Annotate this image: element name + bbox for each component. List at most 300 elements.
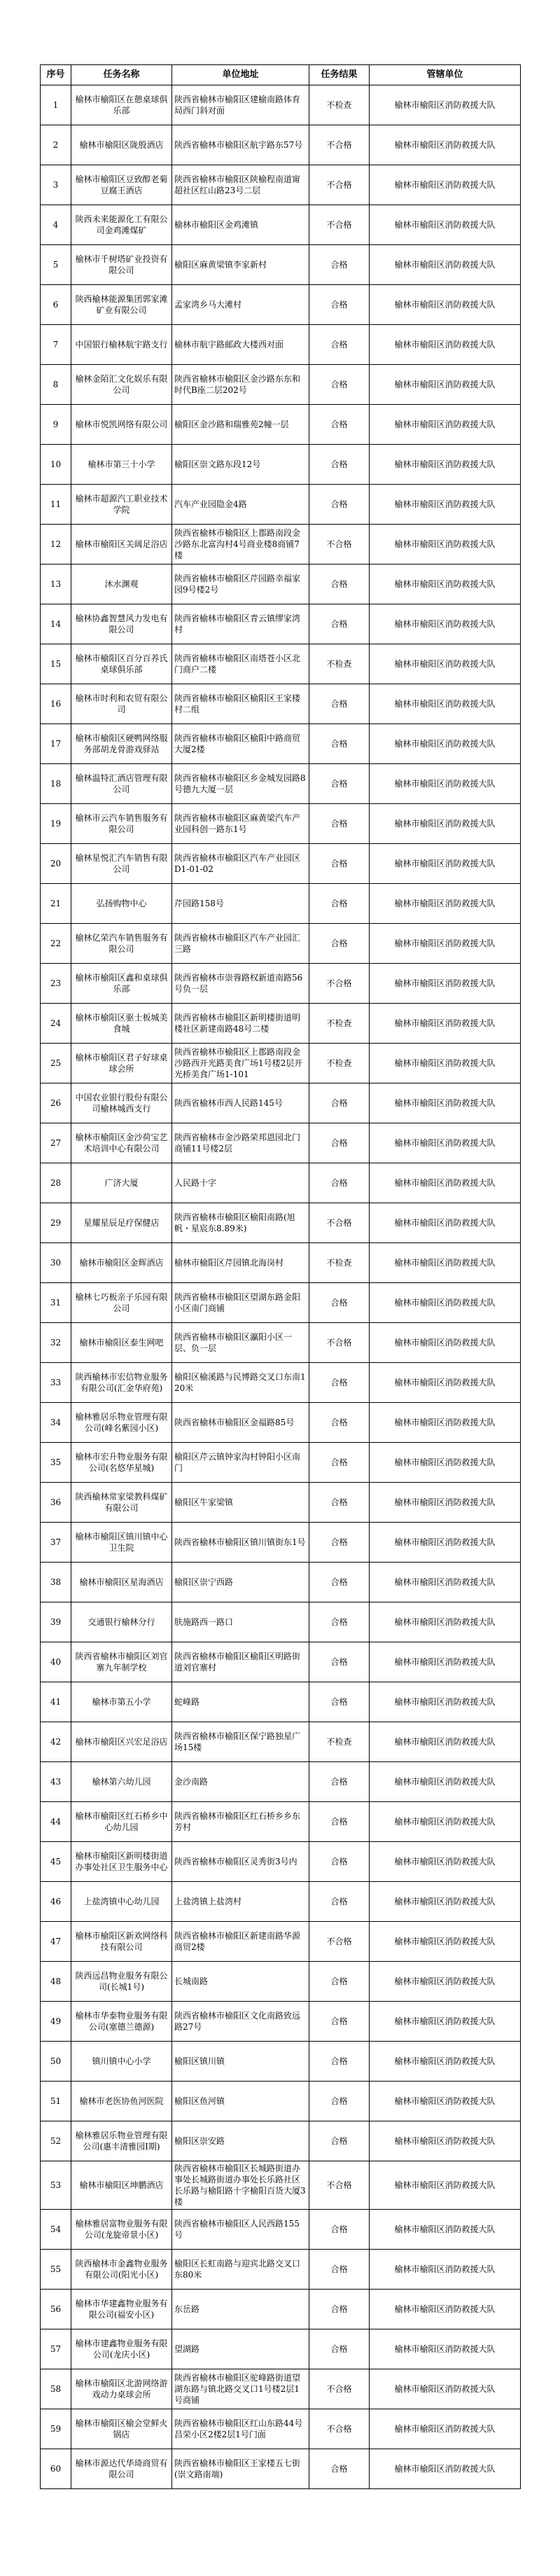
cell-address: 人民路十字 xyxy=(172,1163,309,1203)
cell-jurisdiction: 榆林市榆阳区消防救援大队 xyxy=(370,365,521,405)
cell-task-name: 弘扬购物中心 xyxy=(71,884,172,924)
cell-jurisdiction: 榆林市榆阳区消防救援大队 xyxy=(370,1722,521,1762)
table-row xyxy=(41,1802,521,1842)
cell-index: 9 xyxy=(41,405,71,445)
table-row xyxy=(41,1403,521,1443)
cell-result: 合格 xyxy=(309,1682,370,1722)
table-row xyxy=(41,1323,521,1363)
cell-index: 14 xyxy=(41,604,71,644)
cell-jurisdiction: 榆林市榆阳区消防救援大队 xyxy=(370,1044,521,1083)
cell-result: 合格 xyxy=(309,1523,370,1563)
cell-address: 陕西省榆林市榆阳区榆阳区王家楼村二组 xyxy=(172,684,309,724)
table-row xyxy=(41,724,521,764)
cell-index: 28 xyxy=(41,1163,71,1203)
cell-address: 陕西省榆林市西人民路145号 xyxy=(172,1083,309,1123)
table-row xyxy=(41,1243,521,1283)
cell-result: 不合格 xyxy=(309,1323,370,1363)
cell-index: 39 xyxy=(41,1602,71,1642)
header-address: 单位地址 xyxy=(172,65,309,85)
cell-result: 合格 xyxy=(309,1363,370,1403)
cell-jurisdiction: 榆林市榆阳区消防救援大队 xyxy=(370,1962,521,2002)
cell-jurisdiction: 榆林市榆阳区消防救援大队 xyxy=(370,2409,521,2449)
cell-address: 汽车产业园隐金4路 xyxy=(172,485,309,525)
table-row xyxy=(41,1483,521,1523)
cell-task-name: 榆林市榆阳区泰生网吧 xyxy=(71,1323,172,1363)
table-row xyxy=(41,2449,521,2489)
table-row xyxy=(41,1363,521,1403)
cell-index: 51 xyxy=(41,2082,71,2121)
cell-jurisdiction: 榆林市榆阳区消防救援大队 xyxy=(370,1842,521,1882)
cell-address: 榆阳区麻黄梁镇李家新村 xyxy=(172,245,309,285)
cell-result: 合格 xyxy=(309,285,370,325)
cell-index: 7 xyxy=(41,325,71,365)
cell-jurisdiction: 榆林市榆阳区消防救援大队 xyxy=(370,2329,521,2369)
cell-result: 合格 xyxy=(309,804,370,844)
table-row xyxy=(41,804,521,844)
cell-index: 40 xyxy=(41,1642,71,1682)
cell-jurisdiction: 榆林市榆阳区消防救援大队 xyxy=(370,2210,521,2250)
table-row xyxy=(41,165,521,205)
cell-index: 45 xyxy=(41,1842,71,1882)
table-row xyxy=(41,1044,521,1083)
cell-task-name: 陕西榆林市金鑫物业服务有限公司(阳光小区) xyxy=(71,2250,172,2290)
cell-address: 芹园路158号 xyxy=(172,884,309,924)
cell-index: 36 xyxy=(41,1483,71,1523)
table-row xyxy=(41,2250,521,2290)
cell-index: 38 xyxy=(41,1563,71,1602)
cell-task-name: 陕西未来能源化工有限公司金鸡滩煤矿 xyxy=(71,205,172,245)
table-row xyxy=(41,2082,521,2121)
cell-index: 41 xyxy=(41,1682,71,1722)
cell-result: 合格 xyxy=(309,485,370,525)
cell-index: 24 xyxy=(41,1004,71,1044)
cell-task-name: 陕西榆林市宏信物业服务有限公司(汇金华府苑) xyxy=(71,1363,172,1403)
cell-index: 26 xyxy=(41,1083,71,1123)
cell-address: 陕西省榆林市榆阳区镇川镇街东1号 xyxy=(172,1523,309,1563)
cell-address: 陕西省榆林市榆阳区保宁路独星广场15楼 xyxy=(172,1722,309,1762)
table-row xyxy=(41,485,521,525)
cell-index: 31 xyxy=(41,1283,71,1323)
document-page xyxy=(40,64,520,2489)
cell-result: 合格 xyxy=(309,1563,370,1602)
cell-task-name: 星耀星辰足疗保健店 xyxy=(71,1203,172,1243)
cell-task-name: 榆林星悦汇汽车销售有限公司 xyxy=(71,844,172,884)
cell-result: 合格 xyxy=(309,2210,370,2250)
cell-task-name: 榆林市悦凯网络有限公司 xyxy=(71,405,172,445)
cell-index: 3 xyxy=(41,165,71,205)
cell-jurisdiction: 榆林市榆阳区消防救援大队 xyxy=(370,2002,521,2042)
cell-task-name: 榆林市榆阳区镇川镇中心卫生院 xyxy=(71,1523,172,1563)
cell-address: 榆阳区镇川镇 xyxy=(172,2042,309,2082)
cell-index: 15 xyxy=(41,644,71,684)
table-row xyxy=(41,245,521,285)
cell-index: 16 xyxy=(41,684,71,724)
cell-address: 陕西省榆林市榆阳区望湖东路金阳小区南门商铺 xyxy=(172,1283,309,1323)
cell-jurisdiction: 榆林市榆阳区消防救援大队 xyxy=(370,1882,521,1922)
cell-jurisdiction: 榆林市榆阳区消防救援大队 xyxy=(370,964,521,1004)
cell-task-name: 榆林雅居乐物业管理有限公司(惠丰清雅园I期) xyxy=(71,2121,172,2161)
cell-jurisdiction: 榆林市榆阳区消防救援大队 xyxy=(370,2250,521,2290)
table-row xyxy=(41,1083,521,1123)
cell-task-name: 榆林市榆阳区红石桥乡中心幼儿园 xyxy=(71,1802,172,1842)
cell-address: 金沙南路 xyxy=(172,1762,309,1802)
table-row xyxy=(41,2369,521,2409)
table-row xyxy=(41,2409,521,2449)
cell-result: 合格 xyxy=(309,1882,370,1922)
cell-result: 合格 xyxy=(309,1602,370,1642)
cell-address: 榆林市榆阳区芹园镇北海岗村 xyxy=(172,1243,309,1283)
cell-result: 合格 xyxy=(309,684,370,724)
cell-task-name: 榆林市建鑫物业服务有限公司(龙庆小区) xyxy=(71,2329,172,2369)
cell-result: 合格 xyxy=(309,405,370,445)
cell-address: 陕西省榆林市榆阳区新建南路华源商贸2楼 xyxy=(172,1922,309,1962)
table-row xyxy=(41,125,521,165)
cell-index: 55 xyxy=(41,2250,71,2290)
cell-address: 陕西省榆林市榆阳区驼峰路街道望湖东路与镇北路交叉口1号楼2层1号商铺 xyxy=(172,2369,309,2409)
cell-result: 合格 xyxy=(309,604,370,644)
cell-task-name: 陕西榆林常家梁教科煤矿有限公司 xyxy=(71,1483,172,1523)
cell-jurisdiction: 榆林市榆阳区消防救援大队 xyxy=(370,1762,521,1802)
cell-address: 陕西省榆林市榆阳区红山东路44号昌荣小区2楼2层1号门面 xyxy=(172,2409,309,2449)
cell-index: 44 xyxy=(41,1802,71,1842)
header-jurisdiction: 管辖单位 xyxy=(370,65,521,85)
cell-jurisdiction: 榆林市榆阳区消防救援大队 xyxy=(370,565,521,604)
cell-index: 11 xyxy=(41,485,71,525)
cell-jurisdiction: 榆林市榆阳区消防救援大队 xyxy=(370,644,521,684)
cell-task-name: 中国银行榆林航宇路支行 xyxy=(71,325,172,365)
cell-result: 合格 xyxy=(309,2082,370,2121)
cell-address: 陕西省榆林市榆阳区汽车产业园汇三路 xyxy=(172,924,309,964)
cell-task-name: 榆林市华泰物业服务有限公司(塞德兰德源) xyxy=(71,2002,172,2042)
cell-result: 合格 xyxy=(309,1642,370,1682)
cell-index: 1 xyxy=(41,85,71,125)
table-row xyxy=(41,205,521,245)
cell-result: 合格 xyxy=(309,365,370,405)
cell-jurisdiction: 榆林市榆阳区消防救援大队 xyxy=(370,924,521,964)
cell-task-name: 榆林市榆阳区陇殷酒店 xyxy=(71,125,172,165)
cell-result: 合格 xyxy=(309,1802,370,1842)
cell-address: 榆阳区鱼河镇 xyxy=(172,2082,309,2121)
cell-task-name: 榆林金陌汇文化娱乐有限公司 xyxy=(71,365,172,405)
cell-task-name: 交通银行榆林分行 xyxy=(71,1602,172,1642)
cell-index: 32 xyxy=(41,1323,71,1363)
cell-index: 22 xyxy=(41,924,71,964)
header-index: 序号 xyxy=(41,65,71,85)
table-row xyxy=(41,2210,521,2250)
cell-result: 不检查 xyxy=(309,1243,370,1283)
cell-task-name: 榆林市榆阳区新欢网络科技有限公司 xyxy=(71,1922,172,1962)
cell-jurisdiction: 榆林市榆阳区消防救援大队 xyxy=(370,85,521,125)
table-row xyxy=(41,85,521,125)
cell-result: 合格 xyxy=(309,1762,370,1802)
cell-result: 合格 xyxy=(309,2250,370,2290)
cell-index: 60 xyxy=(41,2449,71,2489)
cell-task-name: 榆林市榆阳区坤鹏酒店 xyxy=(71,2161,172,2210)
cell-result: 合格 xyxy=(309,245,370,285)
cell-index: 12 xyxy=(41,525,71,565)
table-row xyxy=(41,1962,521,2002)
cell-address: 陕西省榆林市榆阳区上郡路南段金沙路东北富沟村4号商业楼8商铺7楼 xyxy=(172,525,309,565)
cell-address: 榆阳区金沙路和瑞雅苑2幢一层 xyxy=(172,405,309,445)
cell-task-name: 榆林市榆阳区关阔足浴店 xyxy=(71,525,172,565)
cell-task-name: 榆林市榆阳区金辉酒店 xyxy=(71,1243,172,1283)
cell-index: 43 xyxy=(41,1762,71,1802)
cell-task-name: 榆林市千树塔矿业投资有限公司 xyxy=(71,245,172,285)
cell-jurisdiction: 榆林市榆阳区消防救援大队 xyxy=(370,245,521,285)
cell-index: 10 xyxy=(41,445,71,485)
table-row xyxy=(41,1922,521,1962)
cell-jurisdiction: 榆林市榆阳区消防救援大队 xyxy=(370,285,521,325)
cell-jurisdiction: 榆林市榆阳区消防救援大队 xyxy=(370,2082,521,2121)
cell-jurisdiction: 榆林市榆阳区消防救援大队 xyxy=(370,1802,521,1842)
cell-jurisdiction: 榆林市榆阳区消防救援大队 xyxy=(370,1443,521,1483)
cell-address: 榆阳区崇安路 xyxy=(172,2121,309,2161)
table-row xyxy=(41,325,521,365)
table-row xyxy=(41,2290,521,2329)
cell-jurisdiction: 榆林市榆阳区消防救援大队 xyxy=(370,1403,521,1443)
cell-task-name: 榆林市榆阳区金沙荷宝艺术培训中心有限公司 xyxy=(71,1123,172,1163)
cell-task-name: 广济大厦 xyxy=(71,1163,172,1203)
cell-result: 不合格 xyxy=(309,2409,370,2449)
cell-jurisdiction: 榆林市榆阳区消防救援大队 xyxy=(370,205,521,245)
cell-index: 34 xyxy=(41,1403,71,1443)
cell-address: 陕西省榆林市榆阳区建榆南路体育局西门斜对面 xyxy=(172,85,309,125)
cell-result: 合格 xyxy=(309,1283,370,1323)
table-row xyxy=(41,1123,521,1163)
table-row xyxy=(41,2161,521,2210)
cell-address: 陕西省榆林市榆阳区王家楼五七街(崇文路南端) xyxy=(172,2449,309,2489)
table-row xyxy=(41,405,521,445)
cell-jurisdiction: 榆林市榆阳区消防救援大队 xyxy=(370,1203,521,1243)
cell-task-name: 榆林市榆阳区在憩桌球俱乐部 xyxy=(71,85,172,125)
cell-task-name: 榆林市第五小学 xyxy=(71,1682,172,1722)
cell-jurisdiction: 榆林市榆阳区消防救援大队 xyxy=(370,844,521,884)
cell-jurisdiction: 榆林市榆阳区消防救援大队 xyxy=(370,2161,521,2210)
cell-result: 不合格 xyxy=(309,125,370,165)
cell-index: 25 xyxy=(41,1044,71,1083)
table-row xyxy=(41,604,521,644)
cell-jurisdiction: 榆林市榆阳区消防救援大队 xyxy=(370,884,521,924)
cell-result: 不检查 xyxy=(309,1004,370,1044)
cell-jurisdiction: 榆林市榆阳区消防救援大队 xyxy=(370,1602,521,1642)
cell-result: 不合格 xyxy=(309,165,370,205)
table-row xyxy=(41,924,521,964)
cell-address: 陕西省榆林市榆阳区新明楼街道明楼社区新建南路48号二楼 xyxy=(172,1004,309,1044)
cell-index: 52 xyxy=(41,2121,71,2161)
cell-result: 合格 xyxy=(309,1483,370,1523)
cell-index: 49 xyxy=(41,2002,71,2042)
cell-task-name: 陕西省榆林市榆阳区刘官寨九年制学校 xyxy=(71,1642,172,1682)
cell-address: 陕西省榆林市榆阳区麻黄梁汽车产业园科创一路东1号 xyxy=(172,804,309,844)
cell-index: 33 xyxy=(41,1363,71,1403)
cell-index: 20 xyxy=(41,844,71,884)
cell-address: 陕西省榆林市榆阳区榆阳中路商贸大厦2楼 xyxy=(172,724,309,764)
cell-jurisdiction: 榆林市榆阳区消防救援大队 xyxy=(370,405,521,445)
header-result: 任务结果 xyxy=(309,65,370,85)
cell-jurisdiction: 榆林市榆阳区消防救援大队 xyxy=(370,125,521,165)
table-row xyxy=(41,2121,521,2161)
cell-index: 29 xyxy=(41,1203,71,1243)
cell-result: 不合格 xyxy=(309,964,370,1004)
cell-jurisdiction: 榆林市榆阳区消防救援大队 xyxy=(370,1922,521,1962)
cell-index: 56 xyxy=(41,2290,71,2329)
cell-address: 陕西省榆林市榆阳区上郡路南段金沙路西开光路美食广场1号楼2层开光桥美食广场1-101 xyxy=(172,1044,309,1083)
cell-result: 合格 xyxy=(309,2329,370,2369)
cell-jurisdiction: 榆林市榆阳区消防救援大队 xyxy=(370,485,521,525)
table-row xyxy=(41,565,521,604)
cell-jurisdiction: 榆林市榆阳区消防救援大队 xyxy=(370,1363,521,1403)
cell-task-name: 榆林市榆阳区榆会堂鲜火锅店 xyxy=(71,2409,172,2449)
cell-jurisdiction: 榆林市榆阳区消防救援大队 xyxy=(370,1163,521,1203)
cell-task-name: 榆林市榆阳区君子好球桌球会所 xyxy=(71,1044,172,1083)
table-row xyxy=(41,844,521,884)
cell-task-name: 上盐湾镇中心幼儿园 xyxy=(71,1882,172,1922)
cell-address: 长城南路 xyxy=(172,1962,309,2002)
cell-result: 合格 xyxy=(309,1962,370,2002)
cell-result: 合格 xyxy=(309,1443,370,1483)
cell-jurisdiction: 榆林市榆阳区消防救援大队 xyxy=(370,764,521,804)
cell-index: 17 xyxy=(41,724,71,764)
table-row xyxy=(41,285,521,325)
table-row xyxy=(41,2002,521,2042)
cell-task-name: 榆林市榆阳区新明楼街道办事处社区卫生服务中心 xyxy=(71,1842,172,1882)
cell-task-name: 榆林协鑫智慧风力发电有限公司 xyxy=(71,604,172,644)
cell-result: 合格 xyxy=(309,1163,370,1203)
cell-jurisdiction: 榆林市榆阳区消防救援大队 xyxy=(370,604,521,644)
cell-address: 陕西省榆林市榆阳区榆阳南路(旭帆・星宸东8.89米) xyxy=(172,1203,309,1243)
cell-address: 榆阳区长虹南路与迎宾北路交叉口东80米 xyxy=(172,2250,309,2290)
cell-address: 陕西省榆林市榆阳区长城路街道办事处长城路街道办事处长乐路社区长乐路与榆阳路十字榆阳百货大厦3楼 xyxy=(172,2161,309,2210)
table-row xyxy=(41,365,521,405)
cell-address: 榆林市榆阳区金鸡滩镇 xyxy=(172,205,309,245)
cell-address: 榆阳区芹云镇钟家沟村钟阳小区南门 xyxy=(172,1443,309,1483)
cell-jurisdiction: 榆林市榆阳区消防救援大队 xyxy=(370,804,521,844)
cell-jurisdiction: 榆林市榆阳区消防救援大队 xyxy=(370,1563,521,1602)
cell-jurisdiction: 榆林市榆阳区消防救援大队 xyxy=(370,1243,521,1283)
cell-result: 合格 xyxy=(309,325,370,365)
cell-index: 8 xyxy=(41,365,71,405)
cell-task-name: 陕西远昌物业服务有限公司(长城1号) xyxy=(71,1962,172,2002)
cell-address: 榆阳区榆溪路与民博路交叉口东南120米 xyxy=(172,1363,309,1403)
cell-index: 50 xyxy=(41,2042,71,2082)
cell-task-name: 榆林雅居富物业服务有限公司(龙旋帝景小区) xyxy=(71,2210,172,2250)
cell-result: 不检查 xyxy=(309,1722,370,1762)
cell-jurisdiction: 榆林市榆阳区消防救援大队 xyxy=(370,1523,521,1563)
cell-address: 陕西省榆林市崇蓉路权新道南路56号负一层 xyxy=(172,964,309,1004)
cell-task-name: 沐水渊观 xyxy=(71,565,172,604)
cell-task-name: 榆林市宏升物业服务有限公司(名悠华星城) xyxy=(71,1443,172,1483)
cell-result: 合格 xyxy=(309,924,370,964)
cell-result: 合格 xyxy=(309,724,370,764)
cell-index: 57 xyxy=(41,2329,71,2369)
cell-task-name: 榆林市榆阳区北游网络游戏动力桌球会所 xyxy=(71,2369,172,2409)
table-row xyxy=(41,764,521,804)
table-body xyxy=(41,85,521,2489)
cell-jurisdiction: 榆林市榆阳区消防救援大队 xyxy=(370,1642,521,1682)
cell-index: 48 xyxy=(41,1962,71,2002)
table-row xyxy=(41,1004,521,1044)
table-row xyxy=(41,684,521,724)
cell-result: 不合格 xyxy=(309,1203,370,1243)
cell-result: 不合格 xyxy=(309,2161,370,2210)
cell-result: 合格 xyxy=(309,884,370,924)
cell-result: 合格 xyxy=(309,844,370,884)
header-task-name: 任务名称 xyxy=(71,65,172,85)
cell-result: 合格 xyxy=(309,1403,370,1443)
table-row xyxy=(41,525,521,565)
cell-index: 19 xyxy=(41,804,71,844)
cell-result: 不合格 xyxy=(309,525,370,565)
cell-address: 望湖路 xyxy=(172,2329,309,2369)
table-header-row xyxy=(41,65,521,85)
cell-address: 陕西省榆林市榆阳区南塔苍小区北门商户二楼 xyxy=(172,644,309,684)
cell-jurisdiction: 榆林市榆阳区消防救援大队 xyxy=(370,2449,521,2489)
table-row xyxy=(41,884,521,924)
cell-address: 东岳路 xyxy=(172,2290,309,2329)
cell-address: 陕西省榆林市榆阳区金沙路东东和时代B座二层202号 xyxy=(172,365,309,405)
table-row xyxy=(41,1283,521,1323)
cell-result: 合格 xyxy=(309,445,370,485)
cell-jurisdiction: 榆林市榆阳区消防救援大队 xyxy=(370,684,521,724)
cell-jurisdiction: 榆林市榆阳区消防救援大队 xyxy=(370,1004,521,1044)
cell-index: 42 xyxy=(41,1722,71,1762)
table-row xyxy=(41,1443,521,1483)
cell-address: 陕西省榆林市榆阳区文化南路致远路27号 xyxy=(172,2002,309,2042)
cell-address: 陕西省榆林市榆阳区红石桥乡乡东芳村 xyxy=(172,1802,309,1842)
cell-jurisdiction: 榆林市榆阳区消防救援大队 xyxy=(370,2290,521,2329)
cell-address: 榆阳区牛家梁镇 xyxy=(172,1483,309,1523)
cell-result: 合格 xyxy=(309,2290,370,2329)
cell-result: 合格 xyxy=(309,2002,370,2042)
cell-task-name: 榆林亿荣汽车销售服务有限公司 xyxy=(71,924,172,964)
cell-index: 59 xyxy=(41,2409,71,2449)
cell-task-name: 榆林市第三十小学 xyxy=(71,445,172,485)
cell-task-name: 榆林市榆阳区硬鸭网络服务部胡龙骨游戏驿站 xyxy=(71,724,172,764)
cell-task-name: 榆林市时利和农贸有限公司 xyxy=(71,684,172,724)
cell-index: 13 xyxy=(41,565,71,604)
cell-result: 合格 xyxy=(309,2121,370,2161)
table-row xyxy=(41,445,521,485)
cell-index: 58 xyxy=(41,2369,71,2409)
cell-result: 不合格 xyxy=(309,205,370,245)
cell-index: 30 xyxy=(41,1243,71,1283)
cell-address: 肤施路西一路口 xyxy=(172,1602,309,1642)
cell-task-name: 榆林温特汇酒店管理有限公司 xyxy=(71,764,172,804)
cell-result: 合格 xyxy=(309,764,370,804)
cell-task-name: 榆林市榆阳区豆致醇老菊豆腐王酒店 xyxy=(71,165,172,205)
cell-jurisdiction: 榆林市榆阳区消防救援大队 xyxy=(370,1283,521,1323)
table-row xyxy=(41,2329,521,2369)
table-row xyxy=(41,1163,521,1203)
cell-result: 合格 xyxy=(309,1083,370,1123)
table-row xyxy=(41,1842,521,1882)
cell-jurisdiction: 榆林市榆阳区消防救援大队 xyxy=(370,445,521,485)
cell-task-name: 榆林市超源汽工职业技术学院 xyxy=(71,485,172,525)
cell-jurisdiction: 榆林市榆阳区消防救援大队 xyxy=(370,325,521,365)
cell-index: 5 xyxy=(41,245,71,285)
cell-index: 35 xyxy=(41,1443,71,1483)
cell-task-name: 榆林市老医协鱼河医院 xyxy=(71,2082,172,2121)
cell-address: 陕西省榆林市金沙路荣邦恩园北门商铺11号楼2层 xyxy=(172,1123,309,1163)
cell-task-name: 中国农业银行股份有限公司榆林城西支行 xyxy=(71,1083,172,1123)
cell-task-name: 榆林市云汽车销售服务有限公司 xyxy=(71,804,172,844)
cell-task-name: 榆林市榆阳区驱士板城美食城 xyxy=(71,1004,172,1044)
cell-address: 孟家湾乡马大滩村 xyxy=(172,285,309,325)
cell-address: 陕西省榆林市榆阳区人民西路155号 xyxy=(172,2210,309,2250)
table-row xyxy=(41,1722,521,1762)
cell-jurisdiction: 榆林市榆阳区消防救援大队 xyxy=(370,2121,521,2161)
cell-jurisdiction: 榆林市榆阳区消防救援大队 xyxy=(370,1483,521,1523)
